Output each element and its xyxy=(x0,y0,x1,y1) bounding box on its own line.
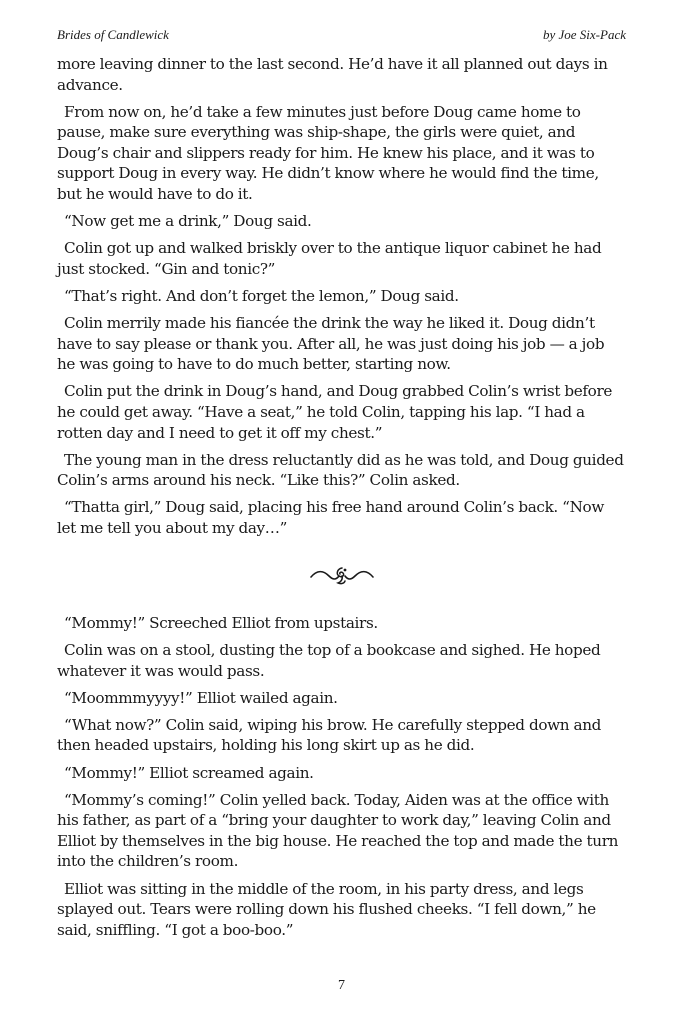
paragraph: Elliot was sitting in the middle of the room, in his party dress, and legs splayed out. Tears were rolling down his flushed cheeks. “I fell down,” he said, sniffling. “I got a boo-boo.” xyxy=(57,879,596,939)
scene-break xyxy=(0,562,683,590)
paragraph: “Mommy!” Screeched Elliot from upstairs. xyxy=(64,614,378,632)
paragraph: “Moommmyyyy!” Elliot wailed again. xyxy=(64,688,338,707)
paragraph: From now on, he’d take a few minutes just before Doug came home to pause, make sure everything was ship-shape, the girls were quiet, and Doug’s chair and slippers ready for him. He knew his place, and it was to support Doug in every way. He didn’t know where he would find the time, but he would have to do it. xyxy=(57,102,599,204)
author-byline: by Joe Six-Pack xyxy=(542,27,626,42)
paragraph: “Mommy!” Elliot screamed again. xyxy=(64,763,314,782)
paragraph: “That’s right. And don’t forget the lemon,” Doug said. xyxy=(64,286,459,305)
page-number: 7 xyxy=(338,978,345,993)
section-one-text xyxy=(57,54,626,545)
paragraph: more leaving dinner to the last second. He’d have it all planned out days in advance. xyxy=(57,55,608,94)
scene-break-flourish-icon xyxy=(309,564,375,588)
paragraph: “Now get me a drink,” Doug said. xyxy=(64,212,312,231)
section-two-text xyxy=(57,613,626,947)
paragraph: Colin merrily made his fiancée the drink the way he liked it. Doug didn’t have to say please or thank you. After all, he was just doing his job — a job he was going to have to do much better, starting now. xyxy=(57,314,605,374)
paragraph: Colin put the drink in Doug’s hand, and Doug grabbed Colin’s wrist before he could get away. “Have a seat,” he told Colin, tapping his lap. “I had a rotten day and I need to get it off my chest.” xyxy=(57,382,612,442)
paragraph: “Thatta girl,” Doug said, placing his free hand around Colin’s back. “Now let me tell you about my day…” xyxy=(57,498,604,537)
running-header xyxy=(57,27,626,43)
paragraph: The young man in the dress reluctantly did as he was told, and Doug guided Colin’s arms around his neck. “Like this?” Colin asked. xyxy=(57,450,624,490)
paragraph: “Mommy’s coming!” Colin yelled back. Today, Aiden was at the office with his father, as part of a “bring your daughter to work day,” leaving Colin and Elliot by themselves in the big house. He reached the top and made the turn into the children’s room. xyxy=(57,790,619,871)
paragraph: Colin was on a stool, dusting the top of a bookcase and sighed. He hoped whatever it was would pass. xyxy=(57,641,601,680)
book-title: Brides of Candlewick xyxy=(57,27,169,42)
paragraph: “What now?” Colin said, wiping his brow. He carefully stepped down and then headed upstairs, holding his long skirt up as he did. xyxy=(57,715,601,755)
paragraph: Colin got up and walked briskly over to the antique liquor cabinet he had just stocked. “Gin and tonic?” xyxy=(57,239,602,278)
